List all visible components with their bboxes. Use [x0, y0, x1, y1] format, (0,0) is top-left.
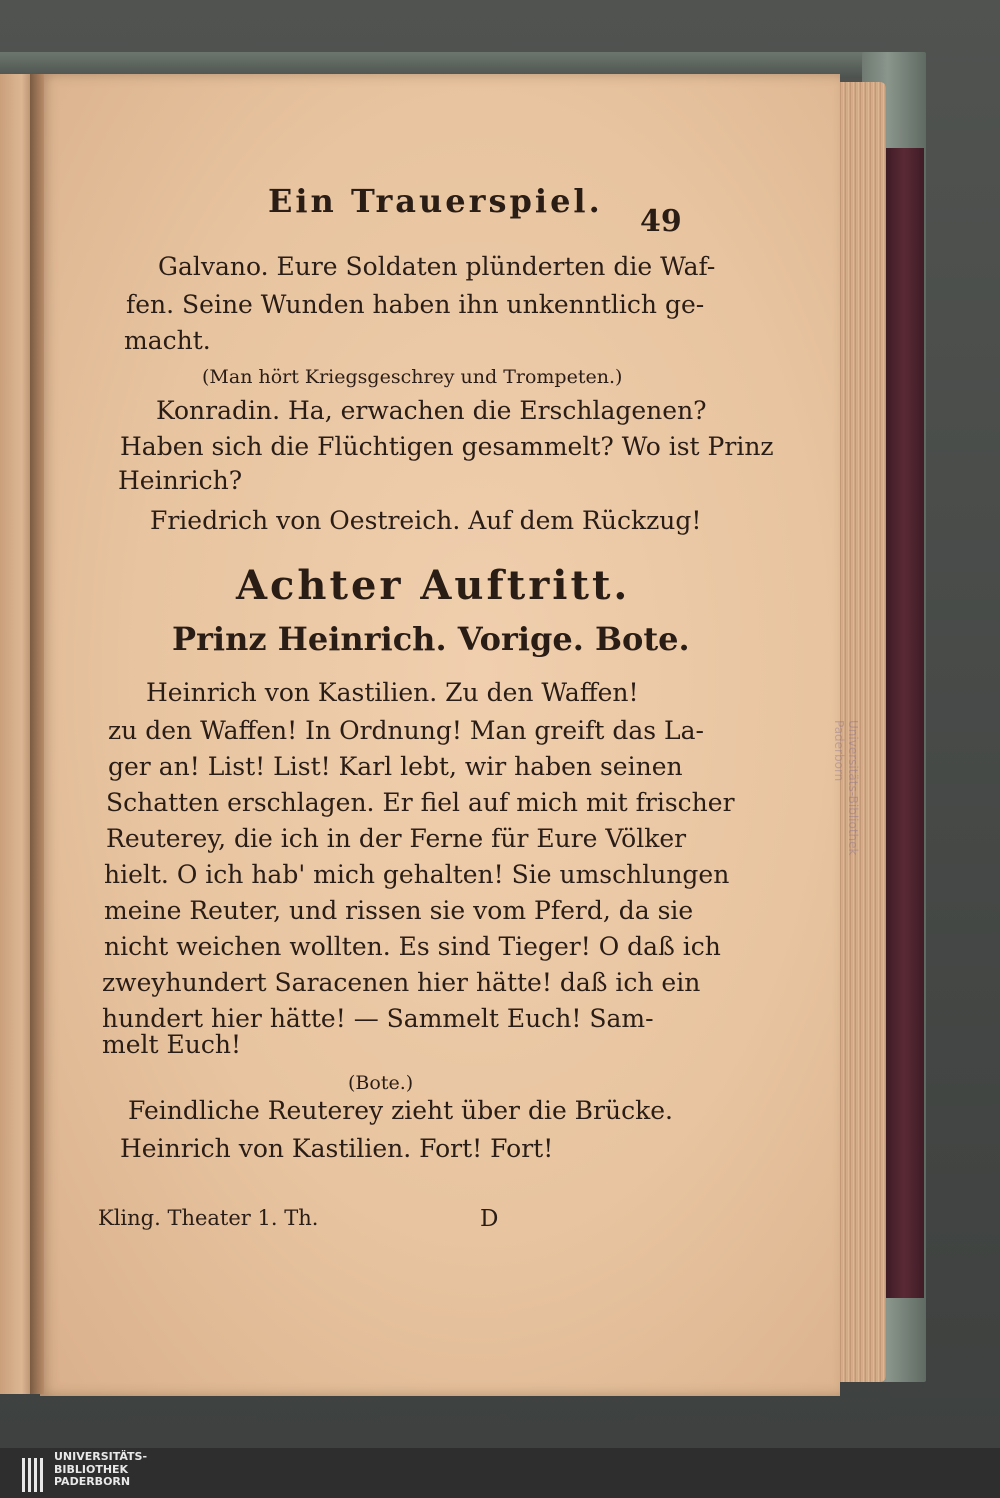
- scene-characters: Prinz Heinrich. Vorige. Bote.: [172, 620, 690, 658]
- text-line: melt Euch!: [102, 1030, 241, 1059]
- book-cover-spine: [884, 148, 924, 1298]
- text-line: Friedrich von Oestreich. Auf dem Rückzug!: [150, 506, 702, 535]
- logo-line: PADERBORN: [54, 1475, 131, 1488]
- library-logo-icon: [22, 1454, 46, 1494]
- scene-heading: Achter Auftritt.: [236, 562, 631, 609]
- library-footer-bar: [0, 1448, 1000, 1498]
- page-gutter: [30, 74, 44, 1394]
- logo-line: UNIVERSITÄTS-: [54, 1450, 148, 1463]
- text-line: Heinrich?: [118, 466, 243, 495]
- text-line: fen. Seine Wunden haben ihn unkenntlich ge-: [126, 290, 705, 319]
- text-line: Konradin. Ha, erwachen die Erschlagenen?: [156, 396, 707, 425]
- text-line: Reuterey, die ich in der Ferne für Eure Völker: [106, 824, 687, 853]
- stage-direction: (Bote.): [348, 1072, 414, 1094]
- text-line: Heinrich von Kastilien. Zu den Waffen!: [146, 678, 639, 707]
- page-number: 49: [640, 204, 682, 239]
- text-line: Heinrich von Kastilien. Fort! Fort!: [120, 1134, 554, 1163]
- text-line: macht.: [124, 326, 211, 355]
- text-line: Schatten erschlagen. Er fiel auf mich mit frischer: [106, 788, 735, 817]
- text-line: nicht weichen wollten. Es sind Tieger! O daß ich: [104, 932, 721, 961]
- signature-mark: D: [480, 1206, 499, 1232]
- text-line: hundert hier hätte! — Sammelt Euch! Sam-: [102, 1004, 654, 1033]
- library-stamp: Universitäts-Bibliothek Paderborn: [832, 720, 860, 856]
- footer-catchline: Kling. Theater 1. Th.: [98, 1206, 319, 1230]
- text-line: Feindliche Reuterey zieht über die Brücke.: [128, 1096, 673, 1125]
- text-line: zweyhundert Saracenen hier hätte! daß ich ein: [102, 968, 701, 997]
- text-line: meine Reuter, und rissen sie vom Pferd, da sie: [104, 896, 694, 925]
- logo-line: BIBLIOTHEK: [54, 1462, 129, 1476]
- text-line: hielt. O ich hab' mich gehalten! Sie umschlungen: [104, 860, 730, 889]
- text-line: Galvano. Eure Soldaten plünderten die Waf-: [158, 252, 716, 281]
- text-line: zu den Waffen! In Ordnung! Man greift das La-: [108, 716, 704, 745]
- text-line: ger an! List! List! Karl lebt, wir haben seinen: [108, 752, 683, 781]
- stage-direction: (Man hört Kriegsgeschrey und Trompeten.): [202, 366, 623, 388]
- library-logo-text: [54, 1451, 147, 1489]
- text-line: Haben sich die Flüchtigen gesammelt? Wo ist Prinz: [120, 432, 774, 461]
- running-title: Ein Trauerspiel.: [268, 182, 603, 220]
